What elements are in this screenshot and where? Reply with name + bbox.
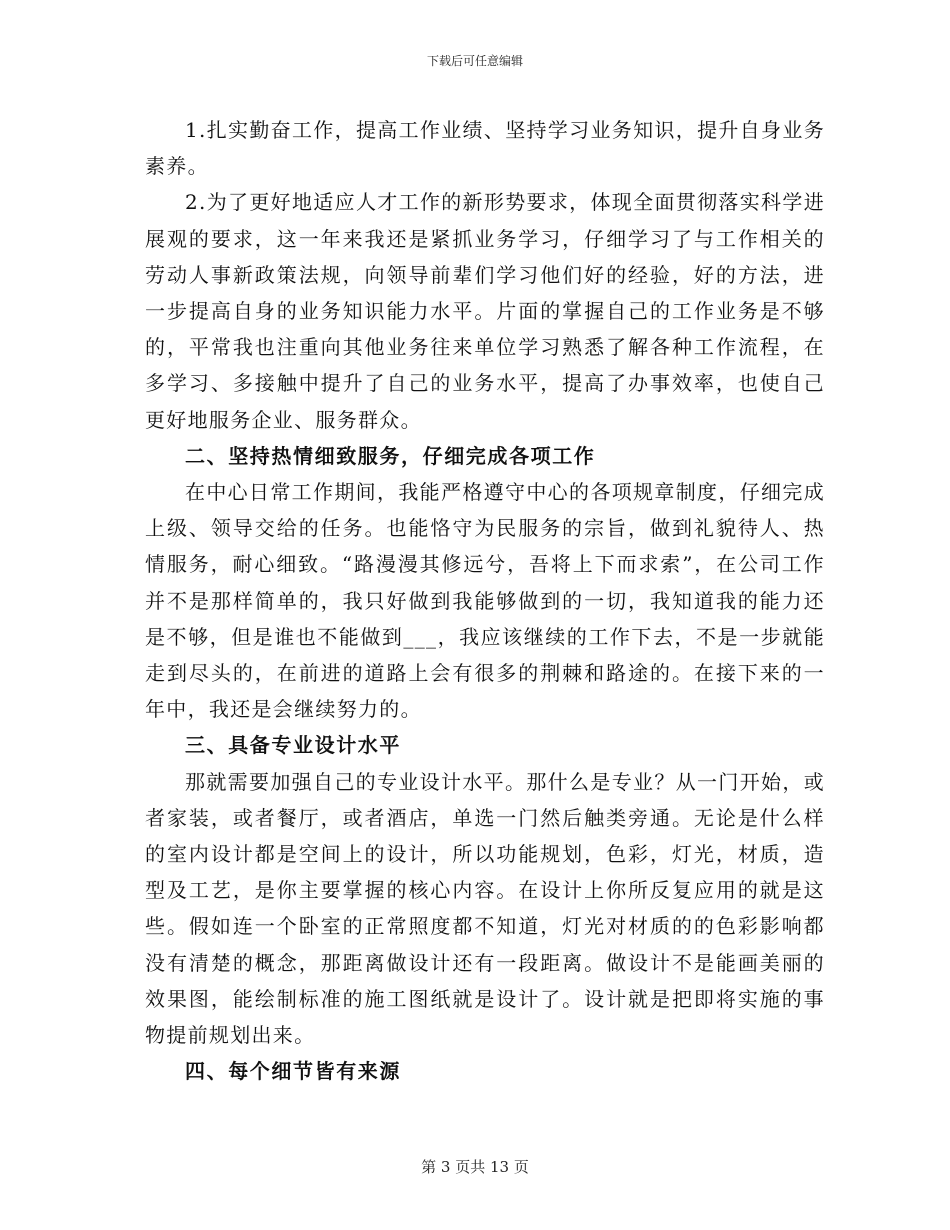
page-footer: 第 3 页共 13 页 <box>421 1158 529 1176</box>
paragraph-2: 2.为了更好地适应人才工作的新形势要求，体现全面贯彻落实科学进展观的要求，这一年来我还是紧抓业务学习，仔细学习了与工作相关的劳动人事新政策法规，向领导前辈们学习他们好的经验，好的方法，进一步提高自身的业务知识能力水平。片面的掌握自己的工作业务是不够的，平常我也注重向其他业务往来单位学习熟悉了解各种工作流程，在多学习、多接触中提升了自己的业务水平，提高了办事效率，也使自己更好地服务企业、服务群众。 <box>145 190 825 432</box>
paragraph-3: 在中心日常工作期间，我能严格遵守中心的各项规章制度，仔细完成上级、领导交给的任务。也能恪守为民服务的宗旨，做到礼貌待人、热情服务，耐心细致。“路漫漫其修远兮，吾将上下而求索”，在公司工作并不是那样简单的，我只好做到我能够做到的一切，我知道我的能力还是不够，但是谁也不能做到___，我应该继续的工作下去，不是一步就能走到尽头的，在前进的道路上会有很多的荆棘和路途的。在接下来的一年中，我还是会继续努力的。 <box>145 480 825 722</box>
page-header: 下载后可任意编辑 <box>426 54 523 68</box>
paragraph-1: 1.扎实勤奋工作，提高工作业绩、坚持学习业务知识，提升自身业务素养。 <box>145 118 825 179</box>
paragraph-4: 那就需要加强自己的专业设计水平。那什么是专业？从一门开始，或者家装，或者餐厅，或者酒店，单选一门然后触类旁通。无论是什么样的室内设计都是空间上的设计，所以功能规划，色彩，灯光，材质，造型及工艺，是你主要掌握的核心内容。在设计上你所反复应用的就是这些。假如连一个卧室的正常照度都不知道，灯光对材质的的色彩影响都没有清楚的概念，那距离做设计还有一段距离。做设计不是能画美丽的效果图，能绘制标准的施工图纸就是设计了。设计就是把即将实施的事物提前规划出来。 <box>145 769 825 1048</box>
section-heading-4: 四、每个细节皆有来源 <box>185 1059 401 1084</box>
section-heading-2: 二、坚持热情细致服务，仔细完成各项工作 <box>185 443 596 468</box>
document-body <box>145 112 825 1089</box>
section-heading-3: 三、具备专业设计水平 <box>185 733 401 758</box>
